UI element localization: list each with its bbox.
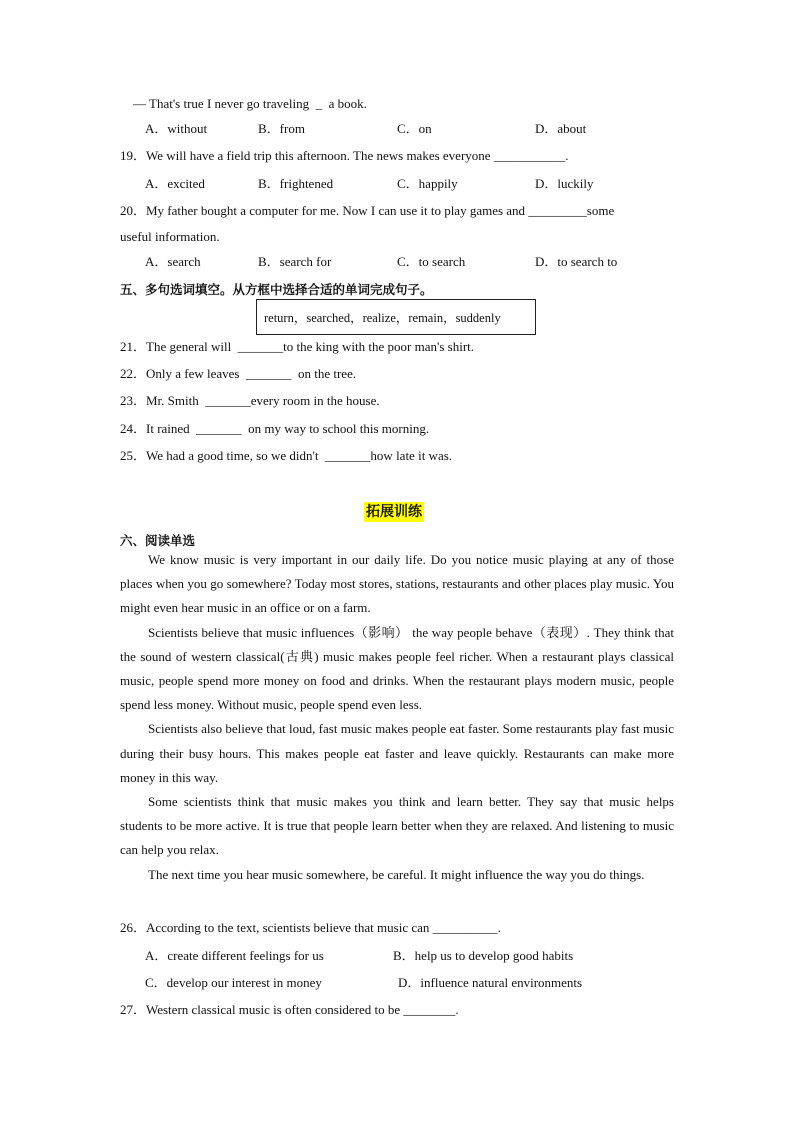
passage-paragraph-2: Scientists believe that music influences（影响） the way people behave（表现）. They think that the sound of western classical(古典) music makes people feel richer. When a restaurant plays classical music, people spend more money on food and drinks. When the restaurant plays modern music, people spend less money. Without music, people spend even less. <box>120 624 674 713</box>
q26-option-b: B．help us to develop good habits <box>393 948 574 963</box>
q26-option-d: D．influence natural environments <box>398 975 583 990</box>
q23-sentence: 23．Mr. Smith _______every room in the house. <box>120 393 380 408</box>
q21-sentence: 21．The general will _______to the king with the poor man's shirt. <box>120 339 475 354</box>
q18-option-c: C．on <box>397 121 432 136</box>
reading-passage <box>120 548 674 887</box>
q20-option-b: B．search for <box>258 254 332 269</box>
q18-option-d: D．about <box>535 121 587 136</box>
q20-stem-line1: 20．My father bought a computer for me. Now I can use it to play games and _________some <box>120 203 615 218</box>
q19-stem: 19．We will have a field trip this afternoon. The news makes everyone ___________. <box>120 148 569 163</box>
q20-option-d: D．to search to <box>535 254 618 269</box>
section6-heading: 六、阅读单选 <box>120 533 196 548</box>
q24-sentence: 24．It rained _______ on my way to school this morning. <box>120 421 430 436</box>
section5-heading: 五、多句选词填空。从方框中选择合适的单词完成句子。 <box>120 282 433 297</box>
extension-training-title: 拓展训练 <box>366 504 422 520</box>
q27-stem: 27．Western classical music is often considered to be ________. <box>120 1002 459 1017</box>
q19-option-d: D．luckily <box>535 176 594 191</box>
q18-option-b: B．from <box>258 121 305 136</box>
q26-option-a: A．create different feelings for us <box>145 948 324 963</box>
word-box-text: return，searched，realize，remain，suddenly <box>264 311 501 325</box>
passage-paragraph-3: Scientists also believe that loud, fast music makes people eat faster. Some restaurants play fast music during their busy hours. This makes people eat faster and leave quickly. Restaurants can make more money in this way. <box>120 721 674 785</box>
word-box <box>256 299 536 335</box>
passage-paragraph-5: The next time you hear music somewhere, be careful. It might influence the way you do things. <box>148 866 645 882</box>
q25-sentence: 25．We had a good time, so we didn't _______how late it was. <box>120 448 453 463</box>
passage-paragraph-1: We know music is very important in our daily life. Do you notice music playing at any of those places when you go somewhere? Today most stores, stations, restaurants and other places play music. You might even hear music in an office or on a farm. <box>120 552 674 616</box>
q19-option-c: C．happily <box>397 176 458 191</box>
q26-stem: 26．According to the text, scientists believe that music can __________. <box>120 920 501 935</box>
q20-stem-line2: useful information. <box>120 229 220 244</box>
q20-option-a: A．search <box>145 254 201 269</box>
q19-option-a: A．excited <box>145 176 205 191</box>
q22-sentence: 22．Only a few leaves _______ on the tree. <box>120 366 357 381</box>
q26-option-c: C．develop our interest in money <box>145 975 322 990</box>
passage-paragraph-4: Some scientists think that music makes you think and learn better. They say that music helps students to be more active. It is true that people learn better when they are relaxed. And listening to music can help you relax. <box>120 794 674 858</box>
q18-stem: — That's true I never go traveling _ a book. <box>133 96 367 111</box>
q19-option-b: B．frightened <box>258 176 334 191</box>
q20-option-c: C．to search <box>397 254 466 269</box>
q18-option-a: A．without <box>145 121 208 136</box>
